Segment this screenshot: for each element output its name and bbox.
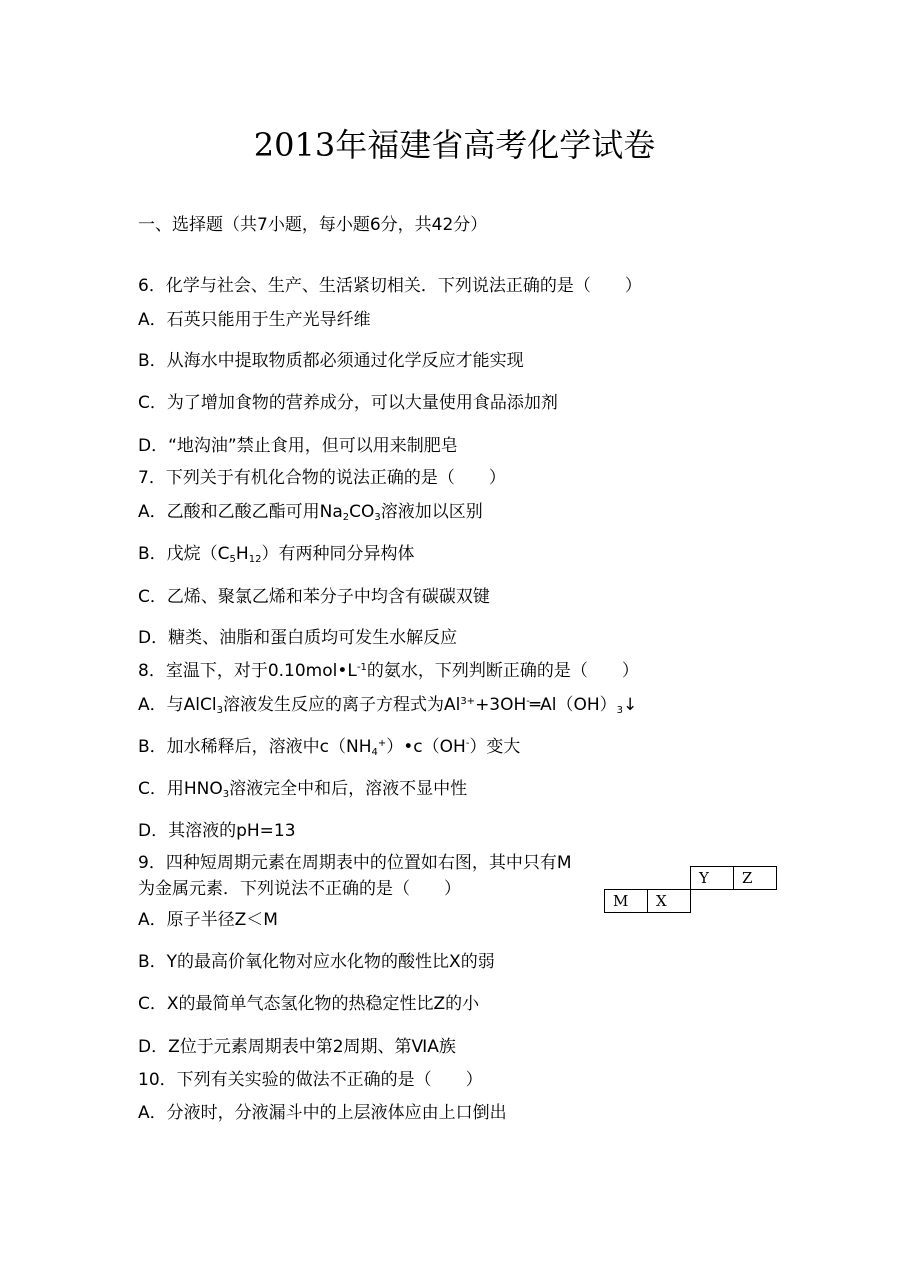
q9-option-c: C．X的最简单气态氢化物的热稳定性比Z的小 [138, 994, 480, 1014]
q7-option-c: C．乙烯、聚氯乙烯和苯分子中均含有碳碳双键 [138, 587, 490, 607]
q6-option-d: D．“地沟油”禁止食用，但可以用来制肥皂 [138, 436, 458, 456]
table-cell [605, 867, 648, 890]
table-cell [691, 890, 734, 913]
q6-stem: 6．化学与社会、生产、生活紧切相关．下列说法正确的是（ ） [138, 276, 642, 296]
q8-option-d: D．其溶液的pH=13 [138, 821, 296, 841]
q9-option-d: D．Z位于元素周期表中第2周期、第ⅥA族 [138, 1037, 456, 1057]
table-cell-m: M [605, 890, 648, 913]
q8-option-b: B．加水稀释后，溶液中$c(NH_4^+)•c(OH^-)$变大 [138, 737, 521, 758]
q6-option-a: A．石英只能用于生产光导纤维 [138, 310, 371, 330]
q6-option-c: C．为了增加食物的营养成分，可以大量使用食品添加剂 [138, 393, 558, 413]
q7-option-a: A．乙酸和乙酸乙酯可用$Na_2CO_3$溶液加以区别 [138, 502, 483, 523]
q9-option-b: B．Y的最高价氧化物对应水化物的酸性比X的弱 [138, 952, 495, 972]
table-cell-y: Y [691, 867, 734, 890]
section-heading: 一、选择题（共7小题，每小题6分，共42分） [138, 215, 488, 235]
periodic-table-fragment [604, 866, 777, 913]
q8-option-c: C．用$HNO_3$溶液完全中和后，溶液不显中性 [138, 779, 468, 800]
table-row [605, 890, 777, 913]
q9-stem: 9．四种短周期元素在周期表中的位置如右图，其中只有M为金属元素．下列说法不正确的是（ ） [138, 853, 572, 899]
q8-option-a: A．与AlCl$_3$溶液发生反应的离子方程式为$Al^{3+}+3OH^-═Al(OH)_3↓$ [138, 695, 638, 716]
table-cell [734, 890, 777, 913]
q8-stem: 8．室温下，对于$0.10mol•L^{-1}$的氨水，下列判断正确的是（ ） [138, 661, 639, 681]
q7-stem: 7．下列关于有机化合物的说法正确的是（ ） [138, 468, 506, 488]
table-row [605, 867, 777, 890]
q6-option-b: B．从海水中提取物质都必须通过化学反应才能实现 [138, 351, 524, 371]
table-cell [648, 867, 691, 890]
q7-option-b: B．戊烷$(C_5H_{12})$有两种同分异构体 [138, 544, 415, 565]
table-cell-z: Z [734, 867, 777, 890]
q10-stem: 10．下列有关实验的做法不正确的是（ ） [138, 1070, 483, 1090]
q9-option-a: A．原子半径Z＜M [138, 910, 278, 930]
q7-option-d: D．糖类、油脂和蛋白质均可发生水解反应 [138, 628, 458, 648]
table-cell-x: X [648, 890, 691, 913]
q10-option-a: A．分液时，分液漏斗中的上层液体应由上口倒出 [138, 1103, 507, 1123]
page-title: 2013年福建省高考化学试卷 [253, 126, 656, 164]
